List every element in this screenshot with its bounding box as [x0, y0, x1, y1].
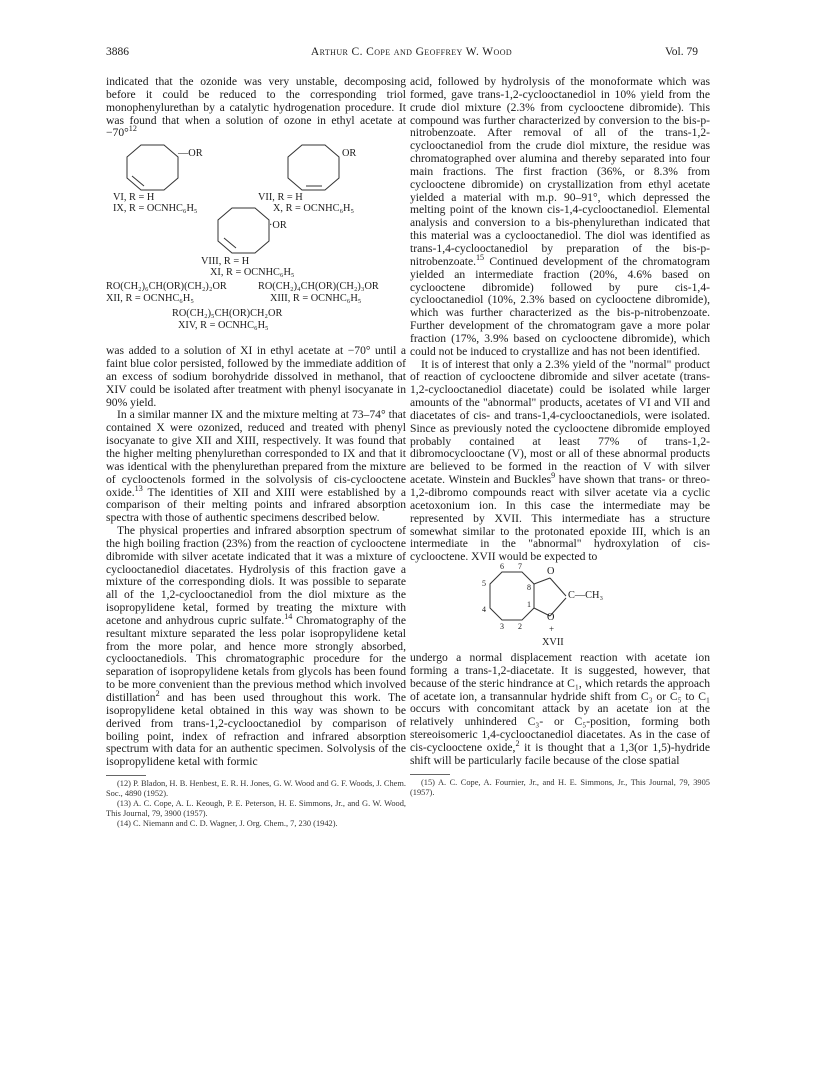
paragraph: The physical properties and infrared absorption spectrum of the high boiling fraction (23%) from the reaction of cyclooctene dibromide with silver acetate indicated that it was a mixture of cyclooctanediol diacetates. Hydrolysis of this fraction gave a mixture of the corresponding diols. It was possible to separate all of the 1,2-cyclooctanediol from the diol mixture as the isopropylidene ketal, formed by treating the mixture with acetone and anhydrous cupric sulfate.$^{14}$ Chromatography of the resultant mixture separated the less polar isopropylidene ketal from the more polar, and hence more strongly absorbed, cyclooctanediols. This chromatographic procedure for the separation of isopropylidene ketals from glycols has been found to be more convenient than the previous method which involved distillation$^2$ and has been used throughout this work. The isopropylidene ketal obtained in this way was shown to be derived from trans-1,2-cyclooctanediol by comparison of boiling point, index of refraction and infrared absorption spectrum with data for an authentic specimen. Solvolysis of the isopropylidene ketal with formic	[106, 524, 406, 769]
compound-label: X, R = OCNHC₆H₅	[273, 203, 355, 215]
structures-vi-xiv	[106, 140, 406, 345]
page-header	[0, 46, 823, 60]
running-title: Arthur C. Cope and Geoffrey W. Wood	[310, 46, 513, 58]
cyclooctane-ring	[490, 572, 534, 620]
structure-xvii	[410, 564, 710, 652]
paragraph: was added to a solution of XI in ethyl acetate at −70° until a faint blue color persisted, followed by the immediate addition of an excess of sodium borohydride dissolved in methanol, that XIV could be isolated after treatment with phenyl isocyanate in 90% yield.	[106, 344, 406, 409]
footnote: (12) P. Bladon, H. B. Henbest, E. R. H. Jones, G. W. Wood and G. F. Woods, J. Chem. Soc., 4890 (1952).	[106, 779, 406, 799]
paragraph: acid, followed by hydrolysis of the monoformate which was formed, gave trans-1,2-cyclooctanediol in 10% yield from the crude diol mixture (2.3% from cyclooctene dibromide). This compound was further characterized by conversion to the bis-p-nitrobenzoate. After removal of all of the trans-1,2-cyclooctanediol from the crude diol mixture, the residue was chromatographed over alumina and thereby separated into four main fractions. The first fraction (36%, or 8.3% from cyclooctene dibromide) on crystallization from ethyl acetate yielded a material with m.p. 90–91°, which depressed the melting point of the known cis-1,4-cyclooctanediol. Elemental analysis and conversion to a bis-phenylurethan indicated that this material was a cyclooctanediol. The diol was identified as trans-1,4-cyclooctanediol by preparation of the bis-p-nitrobenzoate.$^{15}$ Continued development of the chromatogram yielded an intermediate fraction (20%, 4.6% based on cyclooctene dibromide) followed by pure cis-1,4-cyclooctanediol (10%, 2.3% based on cyclooctene dibromide), which was further characterized as the bis-p-nitrobenzoate. Further development of the chromatogram gave a more polar fraction (17%, 3.9% based on cyclooctene dibromide), which could not be induced to crystallize and has not been identified.	[410, 75, 710, 358]
compound-label: XIII, R = OCNHC₆H₅	[270, 293, 362, 305]
compound-label: VIII, R = H	[201, 256, 250, 268]
footnote-rule	[410, 774, 450, 775]
methyl-group: C—CH₃	[568, 590, 604, 602]
compound-label: XII, R = OCNHC₆H₅	[106, 293, 194, 305]
atom-number: 6	[500, 562, 504, 572]
oxygen-atom: O	[547, 566, 555, 578]
paragraph: indicated that the ozonide was very unstable, decomposing before it could be reduced to the corresponding triol monophenylurethan by a catalytic hydrogenation procedure. It was found that when a solution of ozone in ethyl acetate at −70°$^{12}$	[106, 75, 406, 140]
compound-label: XVII	[542, 637, 564, 649]
left-column	[106, 76, 406, 829]
compound-label: VII, R = H	[258, 192, 303, 204]
compound-label: XIV, R = OCNHC₆H₅	[178, 320, 269, 332]
atom-number: 8	[527, 583, 531, 593]
atom-number: 2	[518, 622, 522, 632]
atom-number: 1	[527, 600, 531, 610]
compound-label: IX, R = OCNHC₆H₅	[113, 203, 198, 215]
right-column	[410, 76, 710, 798]
formula: RO(CH₂)₅CH(OR)CH₂OR	[172, 308, 283, 320]
cyclooctene-ring-viii	[218, 208, 269, 253]
footnote: (13) A. C. Cope, A. L. Keough, P. E. Peterson, H. E. Simmons, Jr., and G. W. Wood, This Journal, 79, 3900 (1957).	[106, 799, 406, 819]
paragraph: undergo a normal displacement reaction with acetate ion forming a trans-1,2-diacetate. It is suggested, however, that because of the steric hindrance at C₁, which retards the approach of acetate ion, a transannular hydride shift from C₃ or C₅ to C₁ occurs with concomitant attack by an acetate ion at the relatively unhindered C₃- or C₅-position, forming both stereoisomeric 1,4-cyclooctanediol diacetates. As in the case of cis-cyclooctene oxide,$^2$ it is thought that a 1,3(or 1,5)-hydride shift will be particularly facile because of the close spatial	[410, 651, 711, 767]
footnote-rule	[106, 775, 146, 776]
atom-number: 5	[482, 579, 486, 589]
cyclooctene-ring-vii	[288, 145, 339, 190]
atom-number: 3	[500, 622, 504, 632]
volume-label: Vol. 79	[664, 46, 698, 58]
formula: RO(CH₂)₄CH(OR)(CH₂)₃OR	[258, 281, 379, 293]
compound-label: VI, R = H	[113, 192, 155, 204]
atom-number: 7	[518, 562, 522, 572]
paragraph: In a similar manner IX and the mixture melting at 73–74° that contained X were ozonized, reduced and treated with phenyl isocyanate to give XII and XIII, respectively. It was found that the higher melting phenylurethan corresponded to IX and that it was identical with the phenylurethan prepared from the mixture of cyclooctenols formed in the solvolysis of cis-cyclooctene oxide.$^{13}$ The identities of XII and XIII were established by a comparison of their melting points and infrared absorption spectra with those of authentic specimens described below.	[106, 408, 406, 525]
charge-sign: +	[549, 624, 555, 635]
substituent-or: ·OR	[269, 220, 287, 232]
substituent-or: OR	[342, 148, 357, 160]
paragraph: It is of interest that only a 2.3% yield of the "normal" product of reaction of cyclooctene dibromide and silver acetate (trans-1,2-cyclooctanediol diacetate) could be isolated while larger amounts of the "abnormal" products, acetates of VI and VII and diacetates of cis- and trans-1,4-cyclooctanediols, were isolated. Since as previously noted the cyclooctene dibromide employed probably contained at least 77% of trans-1,2-dibromocyclooctane (V), most or all of these abnormal products are believed to be formed in the reaction of V with silver acetate. Winstein and Buckles$^9$ have shown that trans- or threo-1,2-dibromo compounds react with silver acetate via a cyclic acetoxonium ion. In this case the intermediate may be represented by XVII. This intermediate has a structure somewhat similar to the protonated epoxide III, which is an intermediate in the "abnormal" hydroxylation of cis-cyclooctene. XVII would be expected to	[410, 357, 710, 564]
substituent-or: —OR	[178, 148, 203, 160]
page-number: 3886	[106, 46, 129, 58]
footnote: (15) A. C. Cope, A. Fournier, Jr., and H. E. Simmons, Jr., This Journal, 79, 3905 (1957).	[410, 777, 710, 797]
atom-number: 4	[482, 605, 486, 615]
cyclooctene-ring-vi	[127, 145, 178, 190]
oxygen-atom: O	[547, 612, 555, 624]
formula: RO(CH₂)₆CH(OR)(CH₂)₂OR	[106, 281, 227, 293]
footnote: (14) C. Niemann and C. D. Wagner, J. Org. Chem., 7, 230 (1942).	[117, 819, 338, 829]
compound-label: XI, R = OCNHC₆H₅	[210, 267, 295, 279]
